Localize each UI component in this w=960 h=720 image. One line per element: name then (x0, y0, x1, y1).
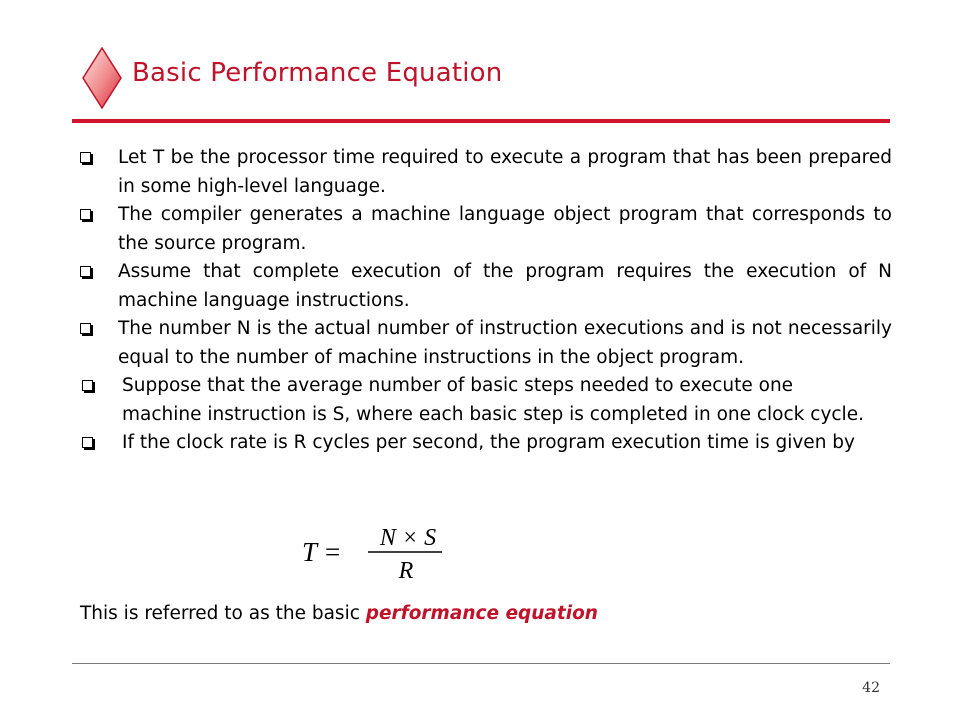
performance-equation-formula (302, 521, 442, 583)
formula-numerator: N × S (379, 525, 437, 551)
title-underline (72, 119, 890, 123)
checkbox-bullet-icon (82, 437, 93, 448)
checkbox-bullet-icon (82, 380, 93, 391)
bullet-text: The number N is the actual number of instruction executions and is not necessarily equal to the number of machine instructions in the object program. (118, 318, 892, 368)
checkbox-bullet-icon (80, 209, 91, 220)
checkbox-bullet-icon (80, 266, 91, 277)
bullet-text: Suppose that the average number of basic steps needed to execute one machine instruction is S, where each basic step is completed in one clock cycle. (122, 375, 864, 425)
formula-lhs: T = (302, 537, 342, 567)
closing-note (80, 603, 598, 624)
bullet-text: Assume that complete execution of the program requires the execution of N machine language instructions. (118, 261, 892, 311)
bullet-item (80, 372, 892, 429)
bullet-text: Let T be the processor time required to execute a program that has been prepared in some high-level language. (118, 147, 892, 197)
bullet-text: If the clock rate is R cycles per second, the program execution time is given by (122, 432, 855, 453)
page-number: 42 (862, 680, 880, 696)
bullet-item (80, 258, 892, 315)
footer-rule (72, 663, 890, 664)
bullet-item (80, 201, 892, 258)
checkbox-bullet-icon (80, 152, 91, 163)
bullet-text: The compiler generates a machine language object program that corresponds to the source program. (118, 204, 892, 254)
note-prefix: This is referred to as the basic (80, 603, 366, 624)
red-diamond-icon (82, 47, 122, 109)
bullet-item (80, 429, 892, 458)
bullet-list (80, 144, 892, 458)
bullet-item (80, 315, 892, 372)
note-emphasis: performance equation (365, 603, 598, 624)
formula-denominator: R (398, 558, 414, 583)
slide-title: Basic Performance Equation (132, 58, 503, 88)
bullet-item (80, 144, 892, 201)
checkbox-bullet-icon (80, 323, 91, 334)
